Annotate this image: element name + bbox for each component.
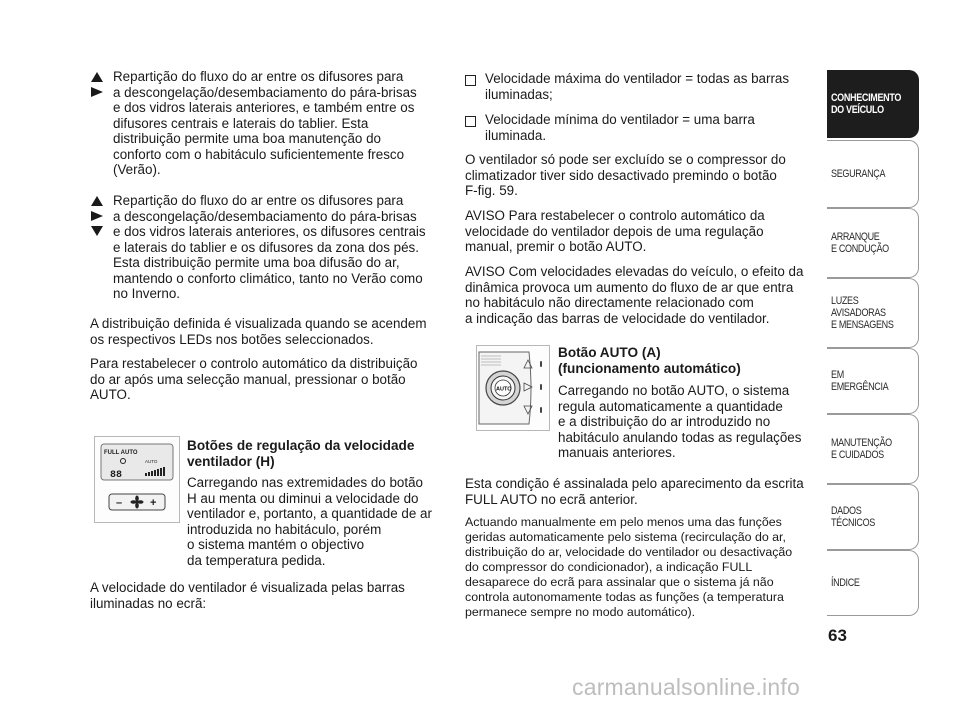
text-line: Repartição do fluxo do ar entre os difusores para [113,69,404,84]
text-line: da temperatura pedida. [187,552,326,568]
paragraph-fan-display [90,580,438,611]
paragraph-leds [90,316,438,347]
fan-heading: Botões de regulação da velocidade [187,438,415,453]
distribution-paragraph-1 [113,69,438,178]
fan-minus-label: – [116,497,123,509]
text-line: o sistema mantém o objectivo [187,537,365,552]
text-line: Repartição do fluxo do ar entre os difusores para [113,193,404,208]
fan-panel-illustration [95,437,179,522]
tab-em-emergencia[interactable]: EM EMERGÊNCIA [827,348,919,414]
page-number: 63 [828,626,847,645]
text-line: mantendo o conforto climático, tanto no Verão como [113,270,423,286]
text-line: habitáculo anulando todas as regulações [558,429,802,445]
paragraph-aviso-1 [465,208,815,255]
text-line: A velocidade do ventilador é visualizada pelas barras [90,580,405,595]
text-line: iluminadas; [485,86,553,102]
display-full-auto-text: FULL AUTO [104,450,138,456]
text-line: Actuando manualmente em pelo menos uma das funções [465,515,782,529]
text-line: H au menta ou diminui a velocidade do [187,490,419,506]
tab-manutencao-e-cuidados[interactable]: MANUTENÇÃO E CUIDADOS [827,414,919,484]
text-line: distribuição do ar, velocidade do ventilador ou desactivação [465,545,793,559]
text-line: e laterais do tablier e os difusores da zona dos pés. [113,239,419,255]
display-auto-text: AUTO [145,459,158,464]
text-line: e dos vidros laterais anteriores, e também entre os [113,100,415,115]
fan-plus-label: + [150,497,157,509]
paragraph-manual-override [465,515,817,620]
fan-control-figure [94,436,180,523]
text-line: a descongelação/desembaciamento do pára-brisas [113,84,417,100]
text-line: introduzida no habitáculo, porém [187,521,382,537]
text-line: iluminadas no ecrã: [90,595,207,611]
arrow-up-icon [90,71,104,83]
text-line: conforto com o habitáculo suficientemente fresco [113,146,405,162]
fan-heading: ventilador (H) [187,454,275,469]
text-line: a descongelação/desembaciamento do pára-brisas [113,208,417,224]
text-line: os respectivos LEDs nos botões seleccionados. [90,331,374,347]
text-line: Velocidade mínima do ventilador = uma barra [485,112,755,127]
text-line: AVISO Com velocidades elevadas do veículo, o efeito da [465,264,804,279]
text-line: do ar após uma selecção manual, pressionar o botão [90,371,406,387]
text-line: dinâmica provoca um aumento do fluxo de ar que entra [465,279,794,295]
text-line: geridas automaticamente pelo sistema (recirculação do ar, [465,530,786,544]
text-line: manuais anteriores. [558,445,676,460]
text-line: e dos vidros laterais anteriores, os difusores centrais [113,224,426,239]
tab-dados-tecnicos[interactable]: DADOS TÉCNICOS [827,484,919,550]
paragraph-fan-exclude [465,152,815,199]
tab-seguranca[interactable]: SEGURANÇA [827,140,919,208]
text-line: permanece sempre no modo automático). [465,605,696,619]
display-digits-text: 88 [110,470,123,481]
text-line: A distribuição definida é visualizada quando se acendem [90,316,427,331]
auto-button-label: AUTO [496,386,512,393]
text-line: Esta condição é assinalada pelo aparecimento da escrita [465,476,804,491]
text-line: desaparece do ecrã para assinalar que o sistema já não [465,575,774,589]
checkbox-icon [465,116,476,127]
auto-button-figure [476,345,550,431]
text-line: FULL AUTO no ecrã anterior. [465,491,638,507]
bullet-min-speed [485,112,815,143]
text-line: iluminada. [485,127,547,143]
text-line: Carregando nas extremidades do botão [187,475,423,490]
text-line: distribuição permite uma boa manutenção do [113,131,381,146]
text-line: Carregando no botão AUTO, o sistema [558,383,790,398]
text-line: controla autonomamente todas as funções (a temperatura [465,590,784,604]
auto-section [558,345,816,461]
distribution-paragraph-2 [113,193,438,302]
text-line: e a distribuição do ar introduzido no [558,414,771,429]
tab-conhecimento-do-veiculo[interactable]: CONHECIMENTO DO VEÍCULO [827,70,919,138]
paragraph-aviso-2 [465,264,815,326]
arrow-right-icon [90,86,104,98]
distribution-icons-2 [90,195,106,240]
checkbox-icon [465,75,476,86]
tab-luzes-avisadoras[interactable]: LUZES AVISADORAS E MENSAGENS [827,278,919,348]
auto-heading: (funcionamento automático) [558,361,741,376]
tab-arranque-e-conducao[interactable]: ARRANQUE E CONDUÇÃO [827,208,919,278]
text-line: no habitáculo não directamente relacionado com [465,295,754,310]
text-line: AVISO Para restabelecer o controlo automático da [465,208,765,223]
text-line: (Verão). [113,162,161,177]
paragraph-restore-distribution [90,356,438,403]
text-line: difusores centrais e laterais do tablier. Esta [113,115,369,131]
bullet-max-speed [485,71,815,102]
text-line: no Inverno. [113,286,180,301]
text-line: Velocidade máxima do ventilador = todas as barras [485,71,790,86]
arrow-down-icon [90,225,104,237]
auto-heading: Botão AUTO (A) [558,345,661,360]
text-line: Para restabelecer o controlo automático da distribuição [90,356,418,371]
text-line: O ventilador só pode ser excluído se o compressor do [465,152,786,167]
text-line: regula automaticamente a quantidade [558,398,783,414]
distribution-icons-1 [90,71,106,101]
auto-panel-illustration [477,346,549,430]
text-line: velocidade do ventilador depois de uma regulação [465,223,764,239]
fan-section [187,438,439,568]
text-line: manual, premir o botão AUTO. [465,239,647,254]
text-line: AUTO. [90,387,131,402]
text-line: a indicação das barras de velocidade do ventilador. [465,310,770,326]
text-line: Esta distribuição permite uma boa difusão do ar, [113,255,400,270]
text-line: ventilador e, portanto, a quantidade de ar [187,506,432,521]
text-line: climatizador tiver sido desactivado premindo o botão [465,167,777,183]
watermark: carmanualsonline.info [572,674,800,700]
paragraph-full-auto [465,476,815,507]
tab-indice[interactable]: ÍNDICE [827,550,919,616]
text-line: do compressor do condicionador), a indicação FULL [465,560,753,574]
text-line: F-fig. 59. [465,183,518,198]
arrow-right-icon [90,210,104,222]
arrow-up-icon [90,195,104,207]
